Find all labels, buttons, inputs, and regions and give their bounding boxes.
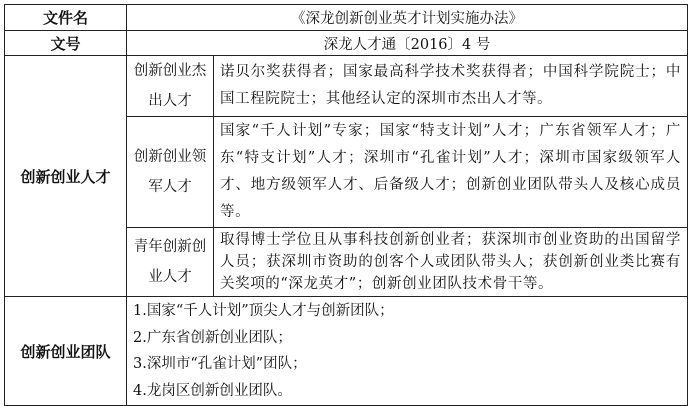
talent-category-desc: 诺贝尔奖获得者；国家最高科学技术奖获得者；中国科学院院士；中国工程院院士；其他经认定的深圳市杰出人才等。: [214, 56, 688, 117]
doc-number-value: 深龙人才通〔2016〕4 号: [127, 31, 688, 56]
team-item: 2.广东省创新创业团队；: [133, 329, 292, 346]
talent-label: 创新创业人才: [5, 56, 127, 297]
row-file-name: [5, 5, 688, 31]
policy-table: [4, 4, 688, 406]
talent-category-name: 青年创新创业人才: [127, 228, 214, 297]
row-team: [5, 297, 688, 406]
talent-category-name: 创新创业杰出人才: [127, 56, 214, 117]
row-talent-outstanding: [5, 56, 688, 117]
row-doc-number: [5, 31, 688, 56]
team-list: [127, 297, 688, 406]
team-item: 4.龙岗区创新创业团队。: [133, 382, 292, 399]
talent-category-desc: 国家“千人计划”专家；国家“特支计划”人才；广东省领军人才；广东“特支计划”人才；深圳市“孔雀计划”人才；深圳市国家级领军人才、地方级领军人才、后备级人才；创新创业团队带头人及核心成员等。: [214, 117, 688, 228]
doc-number-label: 文号: [5, 31, 127, 56]
talent-category-desc: 取得博士学位且从事科技创新创业者；获深圳市创业资助的出国留学人员；获深圳市资助的创客个人或团队带头人；获创新创业类比赛有关奖项的“深龙英才”；创新创业团队技术骨干等。: [214, 228, 688, 297]
file-name-value: 《深龙创新创业英才计划实施办法》: [127, 5, 688, 31]
talent-category-name: 创新创业领军人才: [127, 117, 214, 228]
team-item: 1.国家“千人计划”顶尖人才与创新团队；: [133, 303, 394, 319]
file-name-label: 文件名: [5, 5, 127, 31]
team-item: 3.深圳市“孔雀计划”团队；: [133, 356, 307, 372]
team-label: 创新创业团队: [5, 297, 127, 406]
